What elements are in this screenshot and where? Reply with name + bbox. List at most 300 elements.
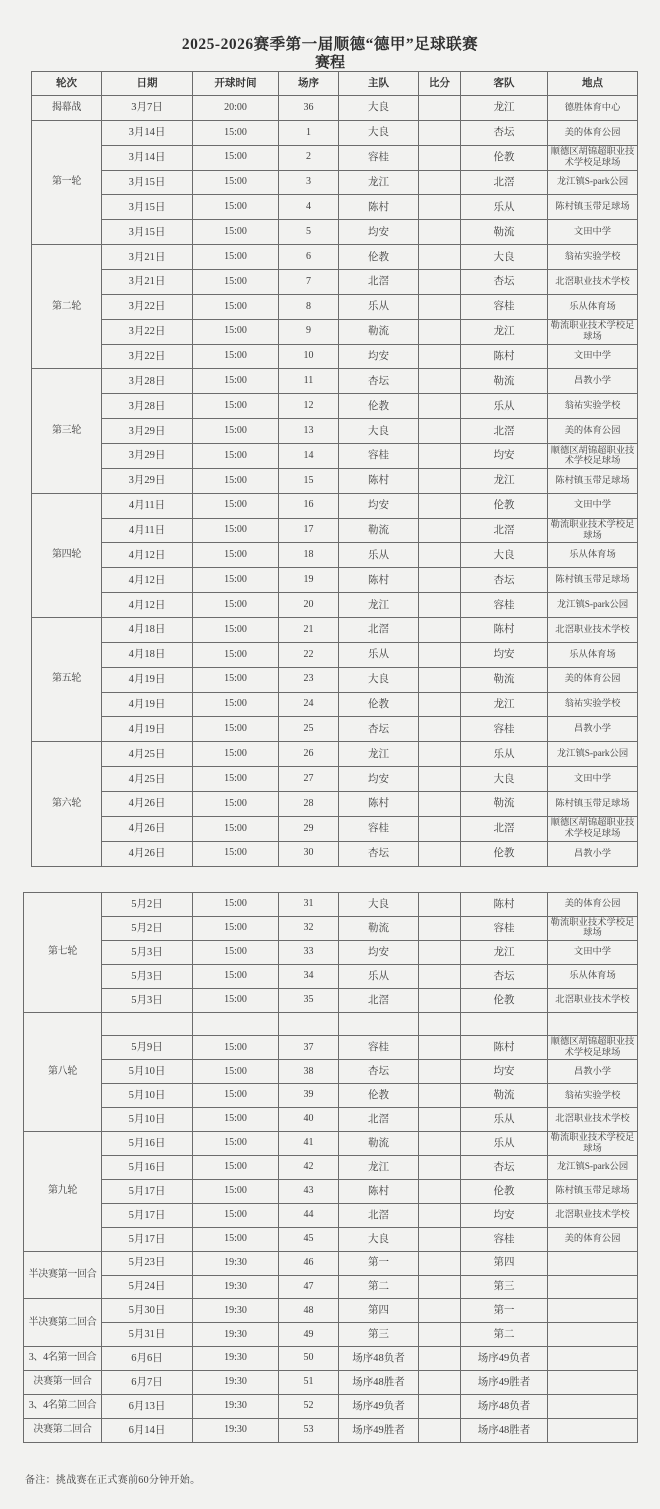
cell-time: 15:00 [193, 369, 279, 394]
cell-date: 5月17日 [102, 1227, 193, 1251]
cell-score [419, 916, 461, 940]
cell-no: 2 [279, 145, 339, 170]
cell-venue [548, 1299, 638, 1323]
cell-venue: 乐从体育场 [548, 294, 638, 319]
cell-score [419, 1275, 461, 1299]
cell-away: 伦教 [461, 493, 548, 518]
cell-home: 杏坛 [339, 369, 419, 394]
cell-home: 杏坛 [339, 841, 419, 866]
match-row [32, 394, 638, 419]
cell-time: 15:00 [193, 543, 279, 568]
cell-score [419, 816, 461, 841]
cell-no: 30 [279, 841, 339, 866]
cell-score [419, 493, 461, 518]
cell-venue: 文田中学 [548, 220, 638, 245]
header-row [32, 72, 638, 96]
cell-away: 勒流 [461, 369, 548, 394]
match-row [32, 543, 638, 568]
cell-home: 陈村 [339, 468, 419, 493]
cell-home: 龙江 [339, 1155, 419, 1179]
cell-no: 10 [279, 344, 339, 369]
cell-time: 15:00 [193, 642, 279, 667]
cell-venue: 德胜体育中心 [548, 96, 638, 121]
cell-date: 6月13日 [102, 1395, 193, 1419]
cell-date [102, 1012, 193, 1036]
cell-venue: 陈村镇玉带足球场 [548, 195, 638, 220]
round-label: 第三轮 [32, 369, 102, 493]
cell-away: 勒流 [461, 220, 548, 245]
cell-home: 乐从 [339, 294, 419, 319]
cell-date: 4月18日 [102, 642, 193, 667]
cell-no: 37 [279, 1036, 339, 1060]
cell-score [419, 1203, 461, 1227]
cell-time: 15:00 [193, 468, 279, 493]
round-label: 第九轮 [24, 1132, 102, 1252]
cell-home: 大良 [339, 1227, 419, 1251]
cell-venue: 顺德区胡锦超职业技术学校足球场 [548, 816, 638, 841]
column-header-7: 客队 [461, 72, 548, 96]
match-row [32, 618, 638, 643]
cell-time [193, 1012, 279, 1036]
match-row [32, 468, 638, 493]
round-label: 第四轮 [32, 493, 102, 617]
cell-date: 3月28日 [102, 394, 193, 419]
cell-no: 42 [279, 1155, 339, 1179]
table-body-first [32, 96, 638, 867]
cell-score [419, 893, 461, 917]
cell-away: 容桂 [461, 593, 548, 618]
cell-score [419, 120, 461, 145]
round-label: 3、4名第二回合 [24, 1395, 102, 1419]
cell-no: 23 [279, 667, 339, 692]
cell-away: 龙江 [461, 940, 548, 964]
cell-away: 北滘 [461, 170, 548, 195]
cell-time: 15:00 [193, 893, 279, 917]
cell-home: 第二 [339, 1275, 419, 1299]
cell-home: 大良 [339, 120, 419, 145]
match-row [24, 1060, 638, 1084]
cell-time: 19:30 [193, 1395, 279, 1419]
cell-away: 杏坛 [461, 270, 548, 295]
table-header-row [32, 72, 638, 96]
cell-date: 4月11日 [102, 493, 193, 518]
cell-no: 50 [279, 1347, 339, 1371]
cell-home: 勒流 [339, 916, 419, 940]
cell-home: 龙江 [339, 742, 419, 767]
cell-time: 19:30 [193, 1275, 279, 1299]
column-header-5: 主队 [339, 72, 419, 96]
cell-venue: 美的体育公园 [548, 667, 638, 692]
cell-time: 15:00 [193, 319, 279, 344]
cell-no: 53 [279, 1418, 339, 1442]
cell-score [419, 319, 461, 344]
cell-time: 15:00 [193, 344, 279, 369]
cell-no: 38 [279, 1060, 339, 1084]
cell-home: 龙江 [339, 170, 419, 195]
cell-date: 5月17日 [102, 1203, 193, 1227]
cell-time: 15:00 [193, 667, 279, 692]
cell-home: 均安 [339, 344, 419, 369]
cell-date: 5月10日 [102, 1084, 193, 1108]
cell-away: 均安 [461, 1060, 548, 1084]
cell-home: 场序48胜者 [339, 1371, 419, 1395]
cell-home: 北滘 [339, 988, 419, 1012]
cell-home: 场序49负者 [339, 1395, 419, 1419]
cell-away: 乐从 [461, 394, 548, 419]
cell-home: 均安 [339, 767, 419, 792]
cell-score [419, 170, 461, 195]
cell-score [419, 568, 461, 593]
match-row [32, 145, 638, 170]
cell-time: 15:00 [193, 618, 279, 643]
cell-away: 勒流 [461, 1084, 548, 1108]
column-header-1: 轮次 [32, 72, 102, 96]
round-label: 决赛第一回合 [24, 1371, 102, 1395]
cell-time: 15:00 [193, 294, 279, 319]
cell-time: 19:30 [193, 1251, 279, 1275]
cell-away: 大良 [461, 245, 548, 270]
cell-score [419, 468, 461, 493]
cell-home: 勒流 [339, 1132, 419, 1156]
cell-home: 容桂 [339, 1036, 419, 1060]
cell-score [419, 940, 461, 964]
cell-venue: 北滘职业技术学校 [548, 270, 638, 295]
cell-away: 大良 [461, 543, 548, 568]
cell-no: 31 [279, 893, 339, 917]
cell-date: 5月10日 [102, 1108, 193, 1132]
cell-home: 场序48负者 [339, 1347, 419, 1371]
cell-score [419, 1323, 461, 1347]
cell-venue: 北滘职业技术学校 [548, 988, 638, 1012]
cell-home: 容桂 [339, 816, 419, 841]
cell-score [419, 767, 461, 792]
cell-venue: 乐从体育场 [548, 543, 638, 568]
cell-score [419, 667, 461, 692]
cell-time: 15:00 [193, 1108, 279, 1132]
match-row [32, 294, 638, 319]
cell-no: 34 [279, 964, 339, 988]
cell-date: 3月29日 [102, 419, 193, 444]
table-body-second [24, 893, 638, 1443]
cell-score [419, 444, 461, 469]
match-row [24, 1203, 638, 1227]
match-row [32, 245, 638, 270]
cell-no: 47 [279, 1275, 339, 1299]
cell-time: 15:00 [193, 717, 279, 742]
cell-date: 4月19日 [102, 692, 193, 717]
round-label: 决赛第二回合 [24, 1418, 102, 1442]
cell-no: 21 [279, 618, 339, 643]
match-row [24, 1323, 638, 1347]
cell-home: 大良 [339, 893, 419, 917]
cell-time: 15:00 [193, 940, 279, 964]
cell-no: 43 [279, 1179, 339, 1203]
cell-away: 均安 [461, 642, 548, 667]
cell-no: 44 [279, 1203, 339, 1227]
cell-home: 北滘 [339, 1108, 419, 1132]
cell-time: 15:00 [193, 1060, 279, 1084]
cell-no: 9 [279, 319, 339, 344]
cell-venue: 陈村镇玉带足球场 [548, 468, 638, 493]
cell-no: 15 [279, 468, 339, 493]
cell-home: 伦教 [339, 245, 419, 270]
cell-venue: 文田中学 [548, 493, 638, 518]
round-label: 第二轮 [32, 245, 102, 369]
cell-venue: 陈村镇玉带足球场 [548, 792, 638, 817]
cell-date: 5月3日 [102, 964, 193, 988]
cell-away: 龙江 [461, 96, 548, 121]
cell-home: 大良 [339, 419, 419, 444]
cell-away: 均安 [461, 1203, 548, 1227]
cell-venue [548, 1347, 638, 1371]
cell-date: 4月18日 [102, 618, 193, 643]
cell-date: 5月17日 [102, 1179, 193, 1203]
cell-away: 伦教 [461, 988, 548, 1012]
cell-no: 18 [279, 543, 339, 568]
cell-date: 5月16日 [102, 1155, 193, 1179]
cell-score [419, 1108, 461, 1132]
cell-away: 乐从 [461, 1132, 548, 1156]
match-row [32, 642, 638, 667]
cell-venue: 文田中学 [548, 344, 638, 369]
cell-date: 3月21日 [102, 270, 193, 295]
cell-no: 33 [279, 940, 339, 964]
cell-score [419, 419, 461, 444]
cell-no: 25 [279, 717, 339, 742]
cell-no: 52 [279, 1395, 339, 1419]
cell-away: 第四 [461, 1251, 548, 1275]
cell-time: 15:00 [193, 692, 279, 717]
cell-home: 陈村 [339, 568, 419, 593]
cell-date: 4月26日 [102, 816, 193, 841]
cell-home: 伦教 [339, 692, 419, 717]
cell-score [419, 1036, 461, 1060]
cell-venue: 翁祐实验学校 [548, 394, 638, 419]
column-header-3: 开球时间 [193, 72, 279, 96]
match-row [32, 792, 638, 817]
cell-time: 15:00 [193, 493, 279, 518]
cell-home: 杏坛 [339, 1060, 419, 1084]
cell-score [419, 692, 461, 717]
cell-no [279, 1012, 339, 1036]
cell-no: 8 [279, 294, 339, 319]
match-row [24, 1251, 638, 1275]
cell-score [419, 195, 461, 220]
cell-score [419, 518, 461, 543]
cell-time: 19:30 [193, 1299, 279, 1323]
cell-time: 15:00 [193, 742, 279, 767]
cell-away: 勒流 [461, 792, 548, 817]
cell-venue: 美的体育公园 [548, 120, 638, 145]
cell-date: 3月7日 [102, 96, 193, 121]
cell-date: 4月12日 [102, 568, 193, 593]
cell-away: 杏坛 [461, 964, 548, 988]
cell-time: 15:00 [193, 841, 279, 866]
cell-score [419, 1060, 461, 1084]
match-row [32, 518, 638, 543]
cell-away: 龙江 [461, 468, 548, 493]
cell-score [419, 1084, 461, 1108]
round-label: 第八轮 [24, 1012, 102, 1132]
cell-date: 4月19日 [102, 717, 193, 742]
cell-date: 4月11日 [102, 518, 193, 543]
match-row [24, 1084, 638, 1108]
round-label: 揭幕战 [32, 96, 102, 121]
cell-no: 40 [279, 1108, 339, 1132]
cell-venue: 顺德区胡锦超职业技术学校足球场 [548, 1036, 638, 1060]
match-row [24, 1371, 638, 1395]
cell-away: 场序49负者 [461, 1347, 548, 1371]
cell-date: 5月10日 [102, 1060, 193, 1084]
match-row [24, 1347, 638, 1371]
cell-date: 3月15日 [102, 220, 193, 245]
cell-home: 乐从 [339, 642, 419, 667]
match-row [24, 1227, 638, 1251]
cell-away: 陈村 [461, 344, 548, 369]
cell-date: 3月14日 [102, 145, 193, 170]
match-row [32, 816, 638, 841]
cell-score [419, 1299, 461, 1323]
match-row [32, 170, 638, 195]
cell-score [419, 1155, 461, 1179]
cell-time: 15:00 [193, 1203, 279, 1227]
cell-venue: 勒流职业技术学校足球场 [548, 1132, 638, 1156]
cell-date: 6月7日 [102, 1371, 193, 1395]
cell-away: 杏坛 [461, 568, 548, 593]
cell-time: 15:00 [193, 1036, 279, 1060]
cell-no: 27 [279, 767, 339, 792]
cell-venue [548, 1012, 638, 1036]
cell-venue: 昌教小学 [548, 369, 638, 394]
cell-score [419, 145, 461, 170]
match-row [32, 717, 638, 742]
cell-score [419, 642, 461, 667]
cell-venue: 龙江镇S-park公园 [548, 593, 638, 618]
match-row [24, 1012, 638, 1036]
cell-away: 容桂 [461, 717, 548, 742]
round-label: 第五轮 [32, 618, 102, 742]
cell-score [419, 988, 461, 1012]
cell-score [419, 1418, 461, 1442]
cell-time: 15:00 [193, 245, 279, 270]
match-row [24, 940, 638, 964]
cell-venue: 昌教小学 [548, 717, 638, 742]
cell-away: 杏坛 [461, 120, 548, 145]
cell-date: 5月2日 [102, 916, 193, 940]
cell-time: 15:00 [193, 220, 279, 245]
cell-away: 杏坛 [461, 1155, 548, 1179]
cell-score [419, 593, 461, 618]
cell-venue: 昌教小学 [548, 1060, 638, 1084]
cell-venue: 北滘职业技术学校 [548, 1203, 638, 1227]
cell-score [419, 369, 461, 394]
cell-score [419, 1347, 461, 1371]
cell-date: 6月14日 [102, 1418, 193, 1442]
cell-no: 17 [279, 518, 339, 543]
cell-venue: 龙江镇S-park公园 [548, 742, 638, 767]
cell-away: 陈村 [461, 893, 548, 917]
cell-time: 15:00 [193, 145, 279, 170]
match-row [32, 742, 638, 767]
cell-away: 伦教 [461, 841, 548, 866]
cell-score [419, 220, 461, 245]
match-row [24, 1108, 638, 1132]
cell-home: 勒流 [339, 518, 419, 543]
match-row [24, 1036, 638, 1060]
cell-away: 容桂 [461, 1227, 548, 1251]
match-row [24, 1395, 638, 1419]
cell-score [419, 1251, 461, 1275]
cell-time: 15:00 [193, 1084, 279, 1108]
match-row [32, 841, 638, 866]
cell-venue: 美的体育公园 [548, 1227, 638, 1251]
cell-no: 51 [279, 1371, 339, 1395]
cell-time: 15:00 [193, 1227, 279, 1251]
cell-venue: 勒流职业技术学校足球场 [548, 319, 638, 344]
cell-score [419, 245, 461, 270]
page-title: 2025-2026赛季第一届顺德“德甲”足球联赛 [181, 36, 479, 53]
cell-home: 均安 [339, 220, 419, 245]
cell-date: 5月23日 [102, 1251, 193, 1275]
cell-time: 19:30 [193, 1418, 279, 1442]
cell-time: 15:00 [193, 394, 279, 419]
round-label: 第一轮 [32, 120, 102, 244]
cell-venue [548, 1275, 638, 1299]
cell-no: 6 [279, 245, 339, 270]
cell-home: 陈村 [339, 195, 419, 220]
cell-home: 容桂 [339, 444, 419, 469]
cell-venue: 顺德区胡锦超职业技术学校足球场 [548, 444, 638, 469]
cell-time: 20:00 [193, 96, 279, 121]
cell-home: 大良 [339, 667, 419, 692]
cell-time: 15:00 [193, 170, 279, 195]
cell-venue: 陈村镇玉带足球场 [548, 568, 638, 593]
cell-away: 场序48胜者 [461, 1418, 548, 1442]
cell-no: 12 [279, 394, 339, 419]
cell-date: 5月3日 [102, 988, 193, 1012]
match-row [24, 1275, 638, 1299]
cell-no: 29 [279, 816, 339, 841]
cell-away: 容桂 [461, 916, 548, 940]
match-row [24, 1179, 638, 1203]
cell-no: 32 [279, 916, 339, 940]
cell-date: 3月29日 [102, 468, 193, 493]
cell-no: 1 [279, 120, 339, 145]
cell-no: 26 [279, 742, 339, 767]
cell-away: 第一 [461, 1299, 548, 1323]
cell-time: 15:00 [193, 120, 279, 145]
cell-time: 15:00 [193, 195, 279, 220]
cell-date: 3月15日 [102, 170, 193, 195]
cell-away: 陈村 [461, 1036, 548, 1060]
cell-venue: 文田中学 [548, 767, 638, 792]
cell-date: 3月22日 [102, 294, 193, 319]
cell-no: 16 [279, 493, 339, 518]
cell-time: 15:00 [193, 419, 279, 444]
cell-date: 4月26日 [102, 841, 193, 866]
cell-time: 15:00 [193, 767, 279, 792]
cell-date: 5月9日 [102, 1036, 193, 1060]
cell-score [419, 344, 461, 369]
match-row [24, 1418, 638, 1442]
match-row [24, 1155, 638, 1179]
cell-score [419, 1395, 461, 1419]
cell-venue: 文田中学 [548, 940, 638, 964]
cell-score [419, 717, 461, 742]
cell-no: 24 [279, 692, 339, 717]
cell-time: 15:00 [193, 792, 279, 817]
cell-away: 乐从 [461, 742, 548, 767]
